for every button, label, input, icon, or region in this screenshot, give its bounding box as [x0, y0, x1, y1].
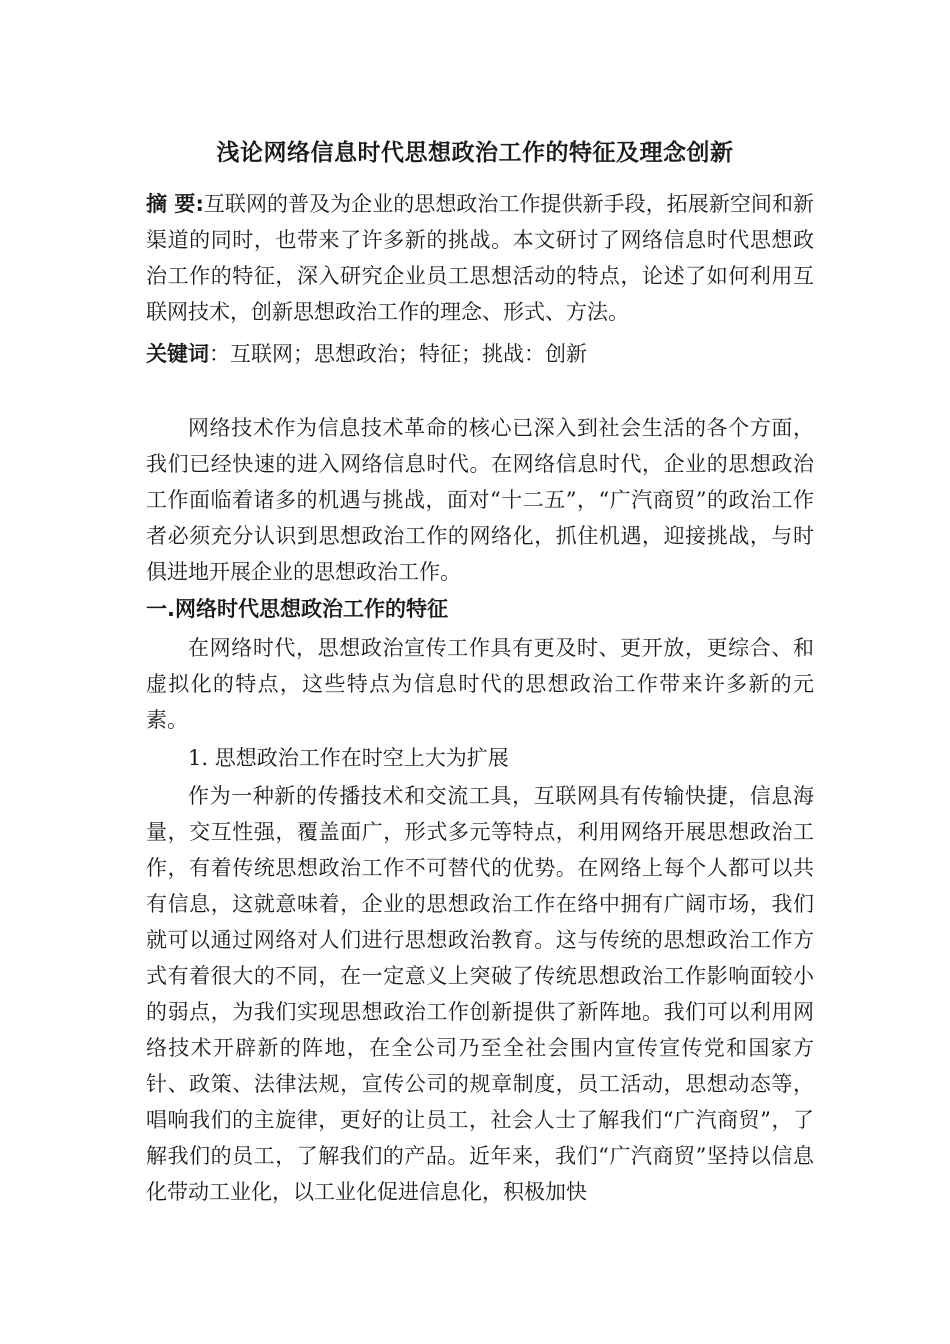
keywords-separator: ：: [209, 342, 230, 366]
document-title: 浅论网络信息时代思想政治工作的特征及理念创新: [216, 139, 734, 166]
abstract-separator: :: [195, 192, 204, 216]
abstract: [146, 186, 814, 330]
abstract-text: 互联网的普及为企业的思想政治工作提供新手段，拓展新空间和新渠道的同时，也带来了许多新的挑战。本文研讨了网络信息时代思想政治工作的特征，深入研究企业员工思想活动的特点，论述了如何利用互联网技术，创新思想政治工作的理念、形式、方法。: [146, 192, 815, 324]
section-heading: 一.网络时代思想政治工作的特征: [146, 597, 448, 621]
subsection-heading: 1. 思想政治工作在时空上大为扩展: [188, 746, 509, 770]
abstract-label: 摘 要: [146, 192, 196, 216]
intro-paragraph: 网络技术作为信息技术革命的核心已深入到社会生活的各个方面，我们已经快速的进入网络信息时代。在网络信息时代，企业的思想政治工作面临着诸多的机遇与挑战，面对“十二五”，“广汽商贸”的政治工作者必须充分认识到思想政治工作的网络化，抓住机遇，迎接挑战，与时俱进地开展企业的思想政治工作。: [146, 416, 814, 584]
section-paragraph: 在网络时代，思想政治宣传工作具有更及时、更开放，更综合、和虚拟化的特点，这些特点为信息时代的思想政治工作带来许多新的元素。: [146, 636, 814, 732]
keywords-label: 关键词: [146, 342, 209, 366]
keywords: [146, 336, 814, 372]
subsection-paragraph: 作为一种新的传播技术和交流工具，互联网具有传输快捷，信息海量，交互性强，覆盖面广，形式多元等特点，利用网络开展思想政治工作，有着传统思想政治工作不可替代的优势。在网络上每个人都可以共有信息，这就意味着，企业的思想政治工作在络中拥有广阔市场，我们就可以通过网络对人们进行思想政治教育。这与传统的思想政治工作方式有着很大的不同，在一定意义上突破了传统思想政治工作影响面较小的弱点，为我们实现思想政治工作创新提供了新阵地。我们可以利用网络技术开辟新的阵地，在全公司乃至全社会围内宣传宣传党和国家方针、政策、法律法规，宣传公司的规章制度，员工活动，思想动态等，唱响我们的主旋律，更好的让员工，社会人士了解我们“广汽商贸”，了解我们的员工，了解我们的产品。近年来，我们“广汽商贸”坚持以信息化带动工业化，以工业化促进信息化，积极加快: [146, 784, 814, 1204]
keywords-text: 互联网；思想政治；特征；挑战：创新: [230, 342, 587, 366]
